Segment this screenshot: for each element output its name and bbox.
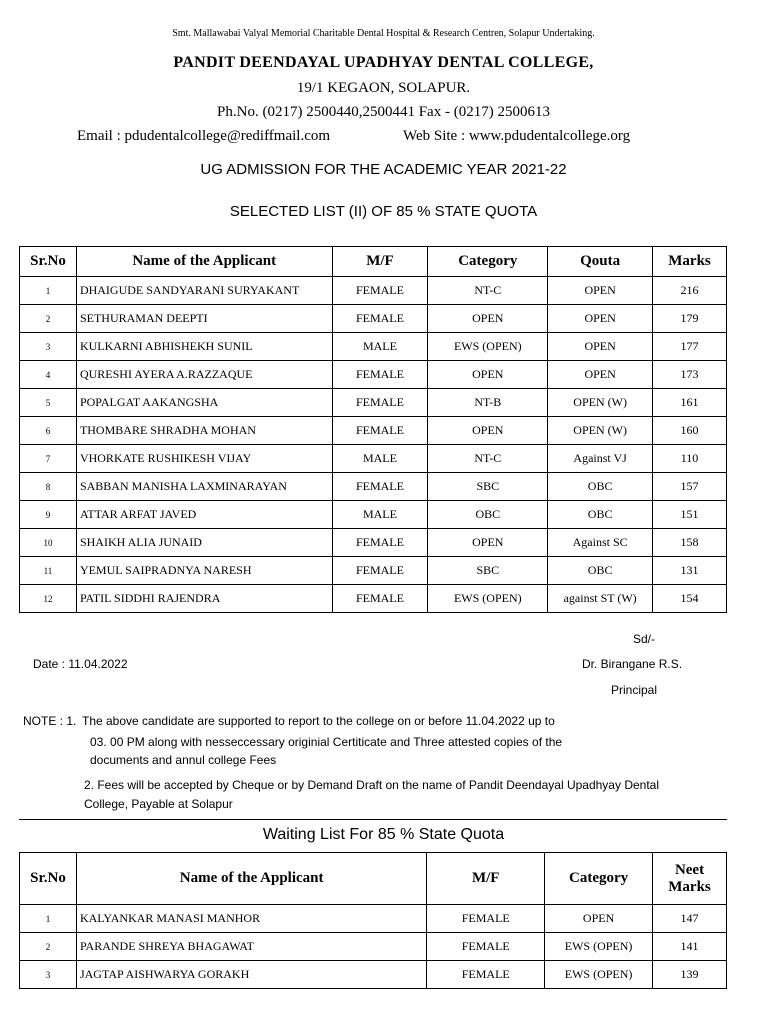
header-gender: M/F	[332, 247, 428, 277]
table-row	[20, 333, 727, 361]
cell-gender: FEMALE	[332, 361, 428, 389]
cell-gender: FEMALE	[427, 905, 545, 933]
cell-gender: FEMALE	[332, 529, 428, 557]
cell-sr-no: 3	[20, 333, 77, 361]
college-website: Web Site : www.pdudentalcollege.org	[403, 128, 631, 144]
table-row	[20, 529, 727, 557]
cell-sr-no: 11	[20, 557, 77, 585]
cell-gender: FEMALE	[427, 933, 545, 961]
cell-marks: 161	[653, 389, 727, 417]
cell-category: NT-C	[428, 277, 548, 305]
cell-sr-no: 2	[20, 933, 77, 961]
cell-sr-no: 10	[20, 529, 77, 557]
college-name: PANDIT DEENDAYAL UPADHYAY DENTAL COLLEGE,	[173, 54, 594, 71]
cell-applicant-name: PARANDE SHREYA BHAGAWAT	[76, 933, 426, 961]
cell-marks: 160	[653, 417, 727, 445]
cell-applicant-name: SABBAN MANISHA LAXMINARAYAN	[76, 473, 332, 501]
cell-sr-no: 1	[20, 277, 77, 305]
table-row	[20, 557, 727, 585]
header-gender: M/F	[427, 853, 545, 905]
cell-applicant-name: KALYANKAR MANASI MANHOR	[76, 905, 426, 933]
cell-category: OPEN	[428, 529, 548, 557]
cell-gender: FEMALE	[332, 585, 428, 613]
trust-name: Smt. Mallawabai Valyal Memorial Charitable Dental Hospital & Research Centren, Solapur Undertaking.	[172, 28, 595, 39]
cell-sr-no: 6	[20, 417, 77, 445]
cell-quota: OPEN (W)	[548, 417, 653, 445]
cell-marks: 177	[653, 333, 727, 361]
waiting-list-table	[19, 852, 727, 989]
cell-neet-marks: 141	[653, 933, 727, 961]
cell-quota: Against SC	[548, 529, 653, 557]
table-row	[20, 417, 727, 445]
cell-applicant-name: SETHURAMAN DEEPTI	[76, 305, 332, 333]
cell-marks: 157	[653, 473, 727, 501]
cell-applicant-name: POPALGAT AAKANGSHA	[76, 389, 332, 417]
cell-applicant-name: PATIL SIDDHI RAJENDRA	[76, 585, 332, 613]
cell-category: EWS (OPEN)	[545, 933, 653, 961]
cell-sr-no: 12	[20, 585, 77, 613]
cell-applicant-name: SHAIKH ALIA JUNAID	[76, 529, 332, 557]
cell-quota: OBC	[548, 501, 653, 529]
cell-gender: MALE	[332, 501, 428, 529]
header-applicant-name: Name of the Applicant	[76, 247, 332, 277]
cell-quota: OPEN	[548, 333, 653, 361]
cell-sr-no: 5	[20, 389, 77, 417]
cell-sr-no: 2	[20, 305, 77, 333]
cell-applicant-name: DHAIGUDE SANDYARANI SURYAKANT	[76, 277, 332, 305]
cell-marks: 131	[653, 557, 727, 585]
cell-quota: OPEN (W)	[548, 389, 653, 417]
note-label: NOTE : 1.	[23, 714, 77, 728]
cell-marks: 110	[653, 445, 727, 473]
header-category: Category	[545, 853, 653, 905]
selected-list-table	[19, 246, 727, 613]
cell-gender: FEMALE	[332, 389, 428, 417]
header-applicant-name: Name of the Applicant	[76, 853, 426, 905]
cell-sr-no: 1	[20, 905, 77, 933]
table-row	[20, 905, 727, 933]
table-row	[20, 585, 727, 613]
table-row	[20, 933, 727, 961]
signed-mark: Sd/-	[633, 632, 656, 646]
cell-quota: OPEN	[548, 305, 653, 333]
note-1-line-2: 03. 00 PM along with nesseccessary originial Certiticate and Three attested copies of the	[90, 735, 563, 749]
cell-marks: 173	[653, 361, 727, 389]
header-sr-no: Sr.No	[20, 853, 77, 905]
table-row	[20, 473, 727, 501]
table-row	[20, 305, 727, 333]
college-email: Email : pdudentalcollege@rediffmail.com	[77, 128, 331, 144]
cell-category: EWS (OPEN)	[428, 585, 548, 613]
cell-applicant-name: QURESHI AYERA A.RAZZAQUE	[76, 361, 332, 389]
cell-category: OBC	[428, 501, 548, 529]
table-row	[20, 445, 727, 473]
notice-date: Date : 11.04.2022	[33, 657, 128, 671]
cell-applicant-name: JAGTAP AISHWARYA GORAKH	[76, 961, 426, 989]
cell-category: SBC	[428, 557, 548, 585]
cell-neet-marks: 147	[653, 905, 727, 933]
cell-sr-no: 4	[20, 361, 77, 389]
cell-sr-no: 7	[20, 445, 77, 473]
cell-applicant-name: KULKARNI ABHISHEKH SUNIL	[76, 333, 332, 361]
admission-title: UG ADMISSION FOR THE ACADEMIC YEAR 2021-22	[200, 161, 567, 178]
cell-category: NT-C	[428, 445, 548, 473]
cell-category: EWS (OPEN)	[428, 333, 548, 361]
cell-quota: OPEN	[548, 277, 653, 305]
waiting-list-title: Waiting List For 85 % State Quota	[262, 826, 505, 843]
cell-applicant-name: VHORKATE RUSHIKESH VIJAY	[76, 445, 332, 473]
cell-category: EWS (OPEN)	[545, 961, 653, 989]
cell-gender: FEMALE	[427, 961, 545, 989]
table-header-row	[20, 247, 727, 277]
cell-marks: 179	[653, 305, 727, 333]
selected-list-title: SELECTED LIST (II) OF 85 % STATE QUOTA	[229, 203, 538, 220]
cell-quota: against ST (W)	[548, 585, 653, 613]
table-row	[20, 361, 727, 389]
header-category: Category	[428, 247, 548, 277]
note-2-line-2: College, Payable at Solapur	[84, 797, 233, 811]
cell-marks: 154	[653, 585, 727, 613]
cell-gender: FEMALE	[332, 277, 428, 305]
cell-category: OPEN	[428, 417, 548, 445]
header-quota: Qouta	[548, 247, 653, 277]
signatory-name: Dr. Birangane R.S.	[582, 657, 683, 671]
table-row	[20, 501, 727, 529]
cell-gender: FEMALE	[332, 473, 428, 501]
cell-quota: OPEN	[548, 361, 653, 389]
cell-gender: FEMALE	[332, 305, 428, 333]
cell-applicant-name: YEMUL SAIPRADNYA NARESH	[76, 557, 332, 585]
cell-sr-no: 3	[20, 961, 77, 989]
header-neet-marks: Neet Marks	[653, 853, 727, 905]
table-row	[20, 389, 727, 417]
note-2-line-1: 2. Fees will be accepted by Cheque or by Demand Draft on the name of Pandit Deendayal Upadhyay Dental	[84, 778, 660, 792]
cell-marks: 151	[653, 501, 727, 529]
note-1-line-3: documents and annul college Fees	[90, 753, 277, 767]
header-marks: Marks	[653, 247, 727, 277]
cell-gender: MALE	[332, 333, 428, 361]
cell-sr-no: 9	[20, 501, 77, 529]
cell-category: SBC	[428, 473, 548, 501]
cell-quota: OBC	[548, 557, 653, 585]
section-divider	[19, 819, 727, 820]
cell-marks: 158	[653, 529, 727, 557]
cell-applicant-name: ATTAR ARFAT JAVED	[76, 501, 332, 529]
cell-category: OPEN	[428, 305, 548, 333]
cell-gender: FEMALE	[332, 417, 428, 445]
college-address: 19/1 KEGAON, SOLAPUR.	[296, 80, 471, 96]
cell-quota: Against VJ	[548, 445, 653, 473]
cell-gender: MALE	[332, 445, 428, 473]
cell-neet-marks: 139	[653, 961, 727, 989]
cell-category: OPEN	[545, 905, 653, 933]
cell-quota: OBC	[548, 473, 653, 501]
cell-applicant-name: THOMBARE SHRADHA MOHAN	[76, 417, 332, 445]
note-1-line-1: The above candidate are supported to report to the college on or before 11.04.2022 up to	[82, 714, 555, 728]
college-phone: Ph.No. (0217) 2500440,2500441 Fax - (0217) 2500613	[217, 104, 550, 120]
table-row	[20, 961, 727, 989]
cell-marks: 216	[653, 277, 727, 305]
cell-sr-no: 8	[20, 473, 77, 501]
table-header-row	[20, 853, 727, 905]
cell-gender: FEMALE	[332, 557, 428, 585]
cell-category: NT-B	[428, 389, 548, 417]
header-sr-no: Sr.No	[20, 247, 77, 277]
table-row	[20, 277, 727, 305]
signatory-designation: Principal	[611, 683, 658, 697]
cell-category: OPEN	[428, 361, 548, 389]
